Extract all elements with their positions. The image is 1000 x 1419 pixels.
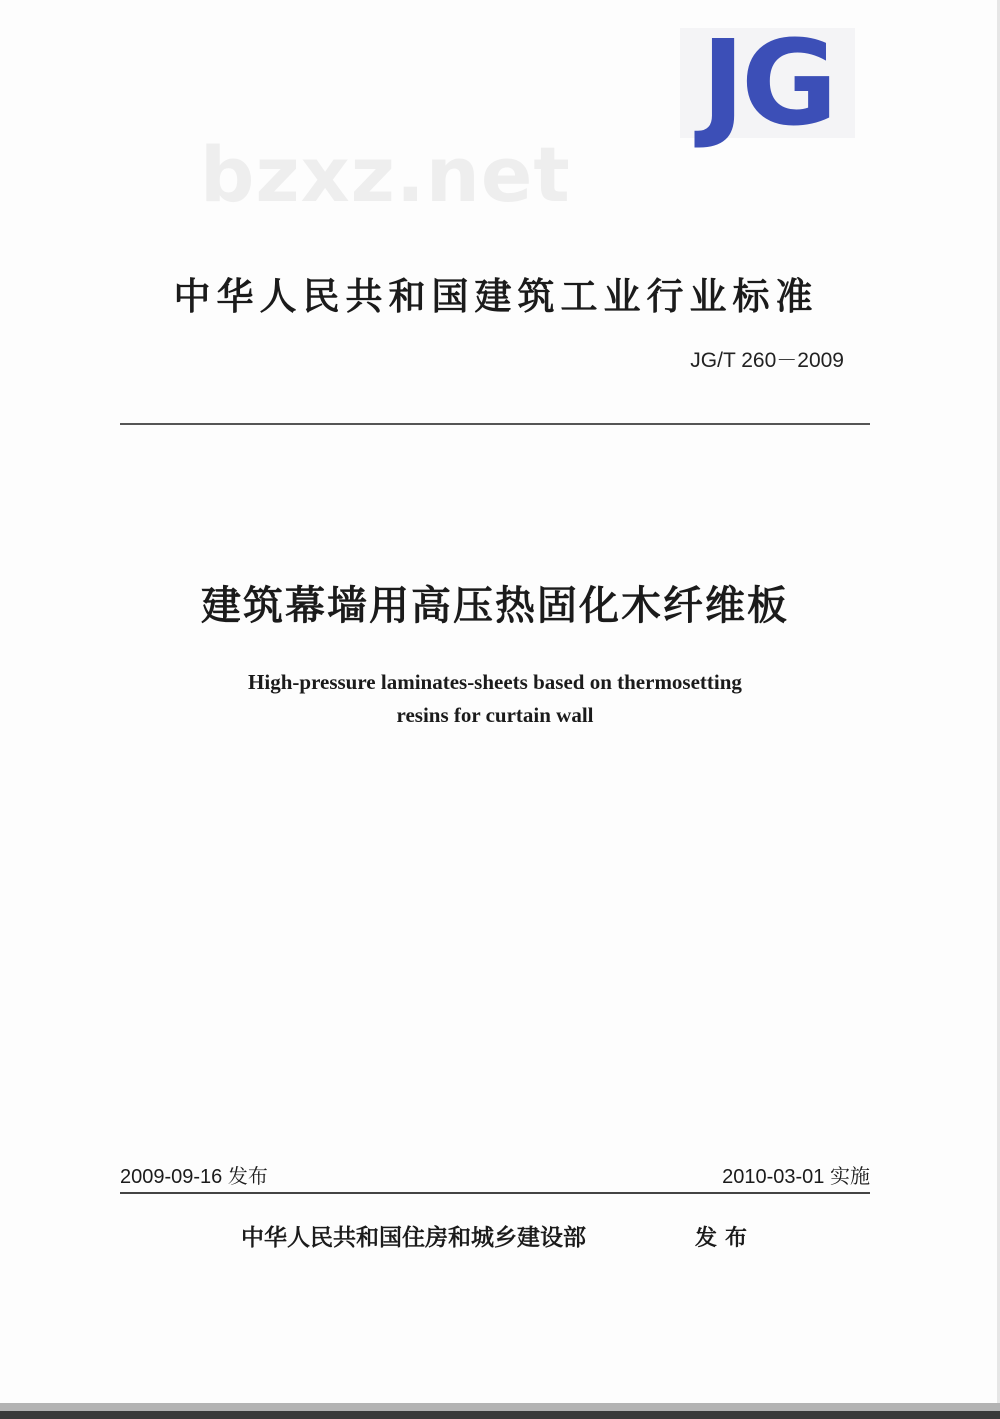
standard-number: JG/T 260－2009 xyxy=(690,349,844,372)
title-english-line1: High-pressure laminates-sheets based on thermosetting xyxy=(248,670,742,694)
bottom-divider xyxy=(120,1192,870,1194)
publisher-name: 中华人民共和国住房和城乡建设部 xyxy=(241,1225,586,1251)
title-english xyxy=(0,666,1000,732)
title-english-line2: resins for curtain wall xyxy=(396,703,594,727)
implementation-date: 2010-03-01 实施 xyxy=(722,1166,870,1188)
title-chinese: 建筑幕墙用高压热固化木纤维板 xyxy=(201,583,789,629)
publisher-action: 发布 xyxy=(695,1226,756,1251)
page-bottom-shadow xyxy=(0,1411,1000,1419)
logo-text: JG xyxy=(701,14,834,152)
watermark: bzxz.net xyxy=(200,130,571,219)
jg-logo xyxy=(680,14,855,152)
top-divider xyxy=(120,423,870,425)
issue-date: 2009-09-16 发布 xyxy=(120,1166,268,1188)
standard-category: 中华人民共和国建筑工业行业标准 xyxy=(173,275,819,318)
